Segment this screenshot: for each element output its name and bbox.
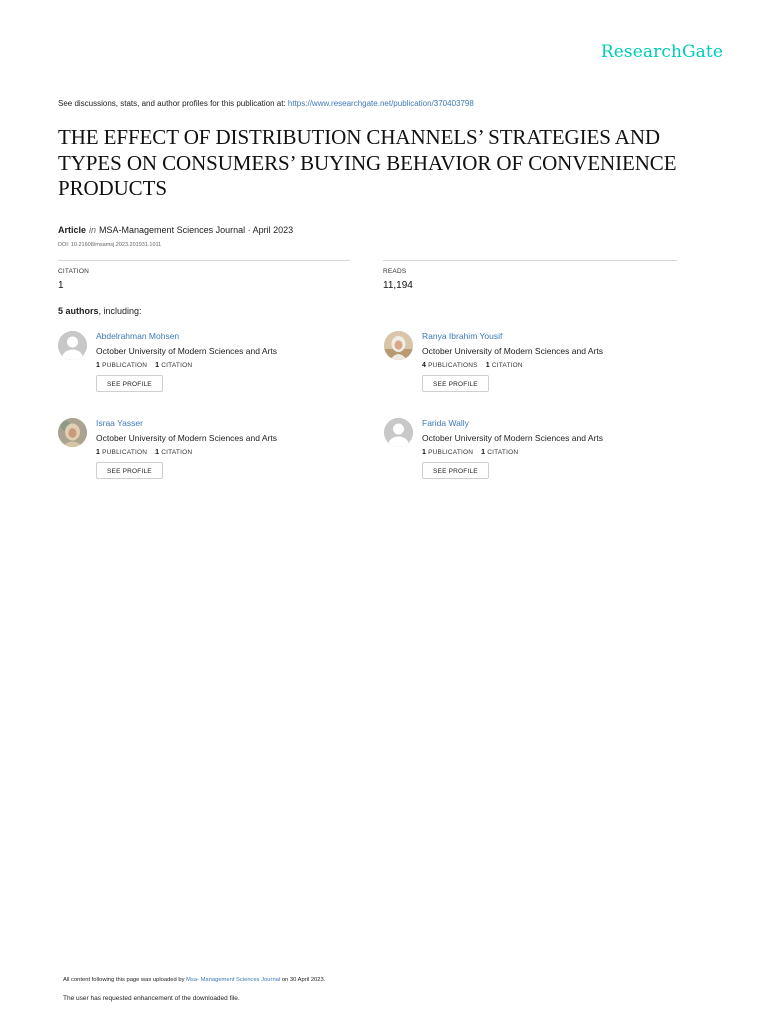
citations-count: 1 [155, 449, 160, 456]
reads-label: READS [383, 268, 407, 275]
default-user-icon[interactable] [58, 331, 87, 360]
author-institution: October University of Modern Sciences and Arts [96, 433, 277, 443]
authors-suffix: , including: [98, 306, 142, 316]
profile-photo-icon[interactable] [58, 418, 87, 447]
author-stats [422, 449, 518, 456]
publication-title: THE EFFECT OF DISTRIBUTION CHANNELS’ STRATEGIES AND TYPES ON CONSUMERS’ BUYING BEHAVIOR OF CONVENIENCE PRODUCTS [58, 125, 677, 200]
publications-count: 1 [96, 362, 101, 369]
author-name-link[interactable]: Ranya Ibrahim Yousif [422, 331, 503, 341]
discussion-prefix: See discussions, stats, and author profiles for this publication at: [58, 99, 288, 108]
in-word: in [89, 225, 97, 235]
author-name-link[interactable]: Abdelrahman Mohsen [96, 331, 180, 341]
author-name-link[interactable]: Israa Yasser [96, 418, 143, 428]
author-card-abdelrahman-mohsen [58, 331, 358, 411]
publications-label: PUBLICATIONS [428, 362, 478, 369]
author-name-link[interactable]: Farida Wally [422, 418, 469, 428]
author-institution: October University of Modern Sciences and Arts [422, 346, 603, 356]
publications-count: 1 [422, 449, 427, 456]
author-institution: October University of Modern Sciences and Arts [96, 346, 277, 356]
citation-divider [58, 260, 350, 261]
citations-label: CITATION [491, 362, 523, 369]
author-card-ranya-ibrahim-yousif [384, 331, 684, 411]
citations-label: CITATION [161, 362, 193, 369]
discussion-line [58, 99, 474, 108]
publications-label: PUBLICATION [428, 449, 474, 456]
publication-meta [58, 225, 293, 235]
publication-url-link[interactable]: https://www.researchgate.net/publication/370403798 [287, 99, 474, 108]
citation-label: CITATION [58, 268, 89, 275]
author-card-israa-yasser [58, 418, 358, 498]
author-stats [96, 362, 192, 369]
default-user-icon[interactable] [384, 418, 413, 447]
publications-count: 4 [422, 362, 427, 369]
see-profile-button[interactable]: SEE PROFILE [422, 375, 489, 392]
reads-divider [383, 260, 677, 261]
publication-type: Article [58, 225, 87, 235]
see-profile-button[interactable]: SEE PROFILE [96, 375, 163, 392]
reads-value: 11,194 [383, 280, 413, 291]
upload-note [63, 977, 325, 983]
citations-count: 1 [481, 449, 486, 456]
see-profile-button[interactable]: SEE PROFILE [422, 462, 489, 479]
enhancement-note: The user has requested enhancement of the downloaded file. [63, 995, 240, 1002]
publications-count: 1 [96, 449, 101, 456]
uploader-link[interactable]: Msa- Management Sciences Journal [186, 977, 281, 983]
citations-label: CITATION [487, 449, 519, 456]
author-stats [422, 362, 523, 369]
authors-heading [58, 306, 142, 316]
upload-prefix: All content following this page was uploaded by [63, 977, 187, 983]
citations-label: CITATION [161, 449, 193, 456]
publications-label: PUBLICATION [102, 449, 148, 456]
publications-label: PUBLICATION [102, 362, 148, 369]
see-profile-button[interactable]: SEE PROFILE [96, 462, 163, 479]
author-institution: October University of Modern Sciences and Arts [422, 433, 603, 443]
author-card-farida-wally [384, 418, 684, 498]
authors-count: 5 authors [58, 306, 99, 316]
doi: DOI: 10.21608/msamsj.2023.201931.1011 [58, 242, 162, 248]
profile-photo-icon[interactable] [384, 331, 413, 360]
citations-count: 1 [485, 362, 490, 369]
author-stats [96, 449, 192, 456]
journal-and-date: MSA-Management Sciences Journal · April 2023 [99, 225, 294, 235]
citation-value: 1 [58, 280, 64, 291]
researchgate-logo[interactable]: ResearchGate [600, 42, 723, 62]
citations-count: 1 [155, 362, 160, 369]
upload-suffix: on 30 April 2023. [280, 977, 326, 983]
